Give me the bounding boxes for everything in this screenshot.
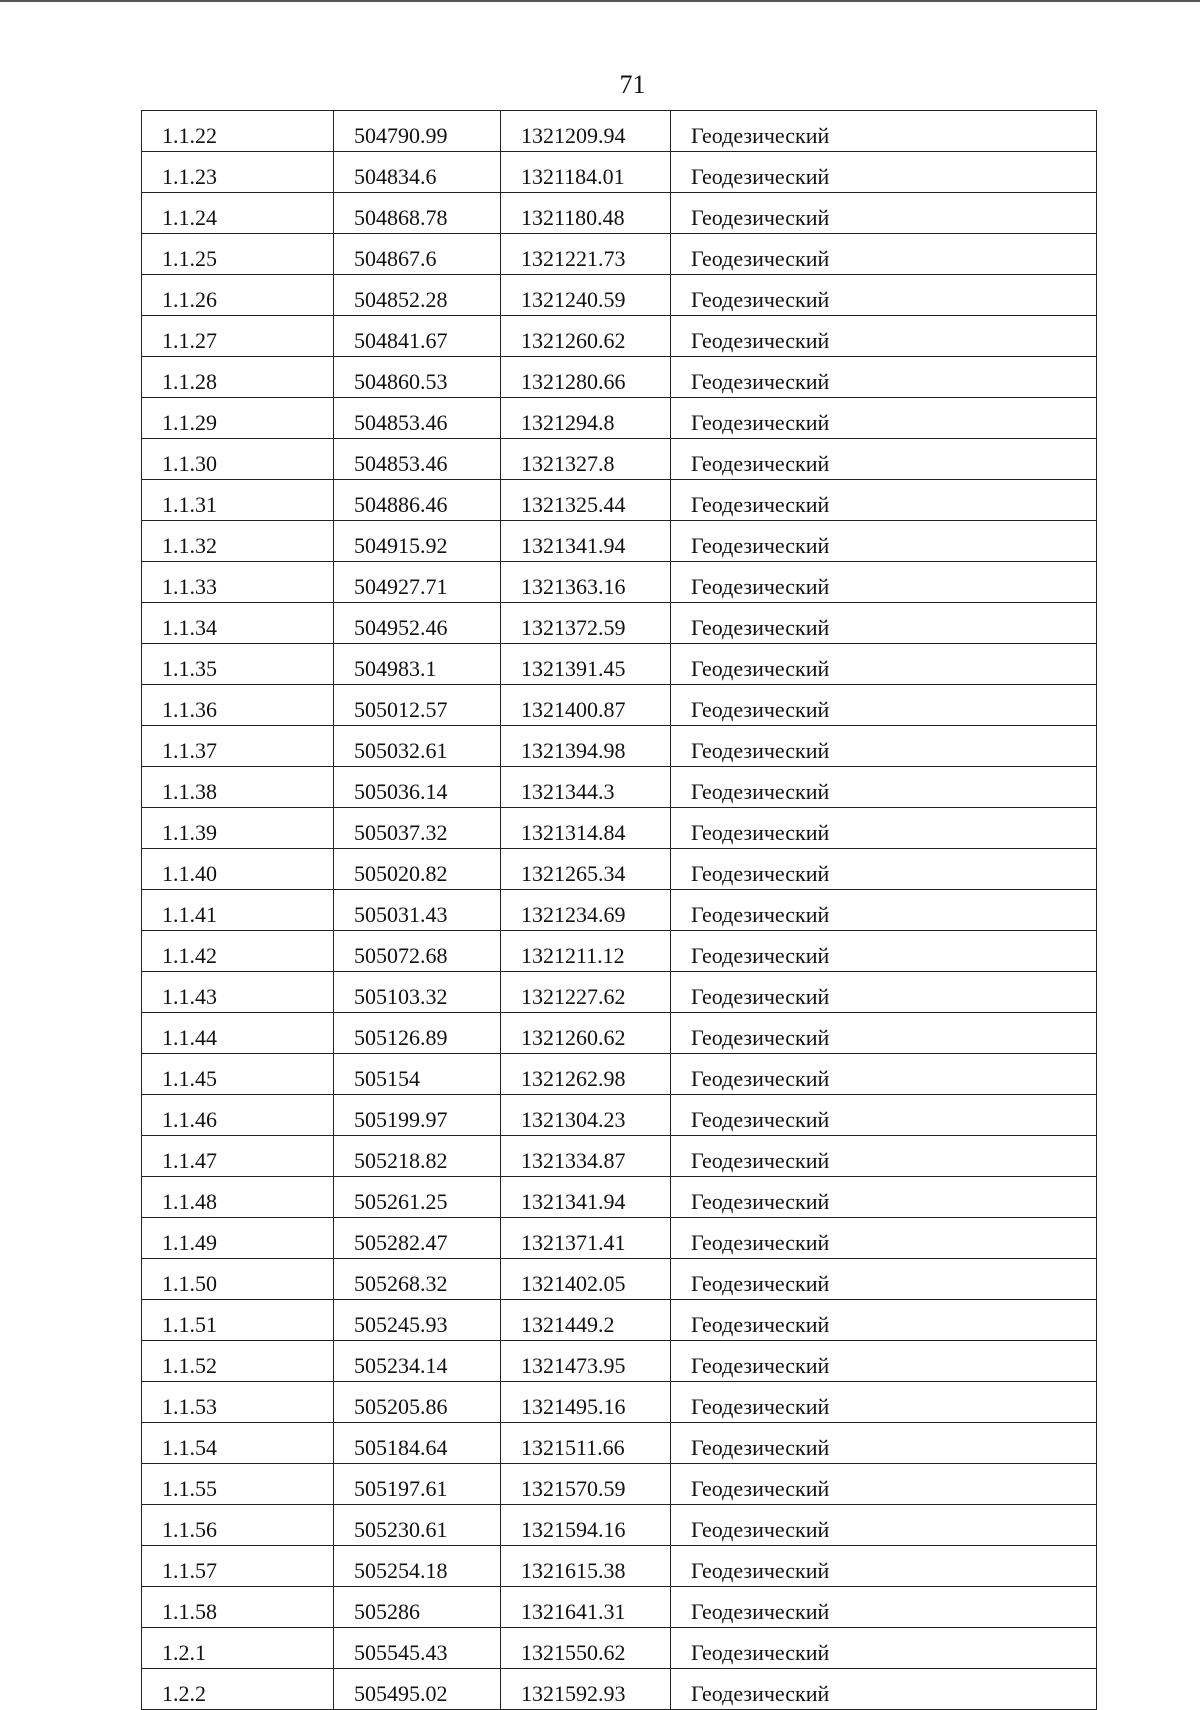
scan-edge-line: [0, 0, 1200, 2]
x-coordinate-cell: 505184.64: [334, 1423, 501, 1464]
x-coordinate-cell: 505012.57: [334, 685, 501, 726]
y-coordinate-cell: 1321391.45: [501, 644, 671, 685]
method-cell: Геодезический: [671, 1177, 1097, 1218]
method-cell: Геодезический: [671, 1423, 1097, 1464]
method-cell: Геодезический: [671, 562, 1097, 603]
y-coordinate-cell: 1321570.59: [501, 1464, 671, 1505]
x-coordinate-cell: 505286: [334, 1587, 501, 1628]
method-cell: Геодезический: [671, 972, 1097, 1013]
point-number-cell: 1.1.36: [142, 685, 334, 726]
point-number-cell: 1.1.23: [142, 152, 334, 193]
x-coordinate-cell: 505037.32: [334, 808, 501, 849]
y-coordinate-cell: 1321473.95: [501, 1341, 671, 1382]
point-number-cell: 1.1.56: [142, 1505, 334, 1546]
y-coordinate-cell: 1321260.62: [501, 316, 671, 357]
x-coordinate-cell: 504927.71: [334, 562, 501, 603]
table-row: [142, 808, 1097, 849]
method-cell: Геодезический: [671, 1218, 1097, 1259]
x-coordinate-cell: 505032.61: [334, 726, 501, 767]
method-cell: Геодезический: [671, 1505, 1097, 1546]
point-number-cell: 1.1.31: [142, 480, 334, 521]
y-coordinate-cell: 1321511.66: [501, 1423, 671, 1464]
y-coordinate-cell: 1321594.16: [501, 1505, 671, 1546]
y-coordinate-cell: 1321550.62: [501, 1628, 671, 1669]
x-coordinate-cell: 505205.86: [334, 1382, 501, 1423]
table-row: [142, 1259, 1097, 1300]
method-cell: Геодезический: [671, 1054, 1097, 1095]
y-coordinate-cell: 1321304.23: [501, 1095, 671, 1136]
table-row: [142, 521, 1097, 562]
table-row: [142, 439, 1097, 480]
point-number-cell: 1.1.46: [142, 1095, 334, 1136]
point-number-cell: 1.1.49: [142, 1218, 334, 1259]
table-row: [142, 1382, 1097, 1423]
y-coordinate-cell: 1321227.62: [501, 972, 671, 1013]
point-number-cell: 1.1.50: [142, 1259, 334, 1300]
x-coordinate-cell: 505282.47: [334, 1218, 501, 1259]
method-cell: Геодезический: [671, 152, 1097, 193]
method-cell: Геодезический: [671, 111, 1097, 152]
method-cell: Геодезический: [671, 1546, 1097, 1587]
y-coordinate-cell: 1321400.87: [501, 685, 671, 726]
method-cell: Геодезический: [671, 931, 1097, 972]
x-coordinate-cell: 505268.32: [334, 1259, 501, 1300]
method-cell: Геодезический: [671, 398, 1097, 439]
y-coordinate-cell: 1321592.93: [501, 1669, 671, 1710]
point-number-cell: 1.1.45: [142, 1054, 334, 1095]
y-coordinate-cell: 1321495.16: [501, 1382, 671, 1423]
method-cell: Геодезический: [671, 357, 1097, 398]
point-number-cell: 1.1.35: [142, 644, 334, 685]
table-row: [142, 1587, 1097, 1628]
y-coordinate-cell: 1321341.94: [501, 521, 671, 562]
point-number-cell: 1.1.55: [142, 1464, 334, 1505]
y-coordinate-cell: 1321209.94: [501, 111, 671, 152]
table-row: [142, 972, 1097, 1013]
x-coordinate-cell: 504983.1: [334, 644, 501, 685]
x-coordinate-cell: 505230.61: [334, 1505, 501, 1546]
x-coordinate-cell: 505103.32: [334, 972, 501, 1013]
x-coordinate-cell: 504867.6: [334, 234, 501, 275]
y-coordinate-cell: 1321294.8: [501, 398, 671, 439]
y-coordinate-cell: 1321314.84: [501, 808, 671, 849]
point-number-cell: 1.1.57: [142, 1546, 334, 1587]
method-cell: Геодезический: [671, 1259, 1097, 1300]
table-row: [142, 1300, 1097, 1341]
x-coordinate-cell: 505031.43: [334, 890, 501, 931]
point-number-cell: 1.1.51: [142, 1300, 334, 1341]
y-coordinate-cell: 1321394.98: [501, 726, 671, 767]
x-coordinate-cell: 505036.14: [334, 767, 501, 808]
x-coordinate-cell: 504886.46: [334, 480, 501, 521]
point-number-cell: 1.1.26: [142, 275, 334, 316]
table-row: [142, 1054, 1097, 1095]
point-number-cell: 1.2.1: [142, 1628, 334, 1669]
method-cell: Геодезический: [671, 1136, 1097, 1177]
x-coordinate-cell: 505197.61: [334, 1464, 501, 1505]
table-row: [142, 1136, 1097, 1177]
x-coordinate-cell: 505072.68: [334, 931, 501, 972]
point-number-cell: 1.1.40: [142, 849, 334, 890]
point-number-cell: 1.1.54: [142, 1423, 334, 1464]
table-row: [142, 357, 1097, 398]
table-row: [142, 931, 1097, 972]
point-number-cell: 1.1.30: [142, 439, 334, 480]
y-coordinate-cell: 1321341.94: [501, 1177, 671, 1218]
table-row: [142, 480, 1097, 521]
x-coordinate-cell: 504868.78: [334, 193, 501, 234]
y-coordinate-cell: 1321221.73: [501, 234, 671, 275]
method-cell: Геодезический: [671, 890, 1097, 931]
table-row: [142, 1505, 1097, 1546]
y-coordinate-cell: 1321344.3: [501, 767, 671, 808]
point-number-cell: 1.1.43: [142, 972, 334, 1013]
table-row: [142, 1218, 1097, 1259]
y-coordinate-cell: 1321325.44: [501, 480, 671, 521]
x-coordinate-cell: 504915.92: [334, 521, 501, 562]
method-cell: Геодезический: [671, 1669, 1097, 1710]
table-row: [142, 1095, 1097, 1136]
method-cell: Геодезический: [671, 193, 1097, 234]
point-number-cell: 1.1.37: [142, 726, 334, 767]
point-number-cell: 1.1.32: [142, 521, 334, 562]
point-number-cell: 1.1.47: [142, 1136, 334, 1177]
x-coordinate-cell: 505020.82: [334, 849, 501, 890]
x-coordinate-cell: 505261.25: [334, 1177, 501, 1218]
method-cell: Геодезический: [671, 1628, 1097, 1669]
table-row: [142, 644, 1097, 685]
y-coordinate-cell: 1321371.41: [501, 1218, 671, 1259]
method-cell: Геодезический: [671, 849, 1097, 890]
y-coordinate-cell: 1321211.12: [501, 931, 671, 972]
method-cell: Геодезический: [671, 275, 1097, 316]
x-coordinate-cell: 504952.46: [334, 603, 501, 644]
x-coordinate-cell: 505154: [334, 1054, 501, 1095]
table-row: [142, 562, 1097, 603]
x-coordinate-cell: 504790.99: [334, 111, 501, 152]
table-row: [142, 849, 1097, 890]
table-row: [142, 1464, 1097, 1505]
x-coordinate-cell: 505218.82: [334, 1136, 501, 1177]
method-cell: Геодезический: [671, 480, 1097, 521]
point-number-cell: 1.1.33: [142, 562, 334, 603]
table-row: [142, 1669, 1097, 1710]
y-coordinate-cell: 1321363.16: [501, 562, 671, 603]
y-coordinate-cell: 1321327.8: [501, 439, 671, 480]
point-number-cell: 1.1.41: [142, 890, 334, 931]
table-row: [142, 316, 1097, 357]
method-cell: Геодезический: [671, 1341, 1097, 1382]
page-number: 71: [619, 70, 646, 99]
table-row: [142, 1177, 1097, 1218]
table-row: [142, 234, 1097, 275]
coordinates-table: [141, 110, 1097, 1710]
method-cell: Геодезический: [671, 644, 1097, 685]
y-coordinate-cell: 1321615.38: [501, 1546, 671, 1587]
method-cell: Геодезический: [671, 1013, 1097, 1054]
table-row: [142, 152, 1097, 193]
table-row: [142, 1628, 1097, 1669]
y-coordinate-cell: 1321260.62: [501, 1013, 671, 1054]
point-number-cell: 1.1.58: [142, 1587, 334, 1628]
table-row: [142, 890, 1097, 931]
point-number-cell: 1.1.44: [142, 1013, 334, 1054]
x-coordinate-cell: 505234.14: [334, 1341, 501, 1382]
table-row: [142, 1341, 1097, 1382]
y-coordinate-cell: 1321184.01: [501, 152, 671, 193]
point-number-cell: 1.1.53: [142, 1382, 334, 1423]
table-row: [142, 603, 1097, 644]
method-cell: Геодезический: [671, 808, 1097, 849]
method-cell: Геодезический: [671, 726, 1097, 767]
method-cell: Геодезический: [671, 316, 1097, 357]
point-number-cell: 1.1.28: [142, 357, 334, 398]
table-row: [142, 767, 1097, 808]
x-coordinate-cell: 504860.53: [334, 357, 501, 398]
y-coordinate-cell: 1321402.05: [501, 1259, 671, 1300]
table-row: [142, 275, 1097, 316]
point-number-cell: 1.1.29: [142, 398, 334, 439]
method-cell: Геодезический: [671, 521, 1097, 562]
method-cell: Геодезический: [671, 603, 1097, 644]
point-number-cell: 1.1.38: [142, 767, 334, 808]
y-coordinate-cell: 1321449.2: [501, 1300, 671, 1341]
point-number-cell: 1.1.24: [142, 193, 334, 234]
y-coordinate-cell: 1321265.34: [501, 849, 671, 890]
x-coordinate-cell: 504853.46: [334, 439, 501, 480]
table-row: [142, 193, 1097, 234]
x-coordinate-cell: 504852.28: [334, 275, 501, 316]
method-cell: Геодезический: [671, 767, 1097, 808]
x-coordinate-cell: 505254.18: [334, 1546, 501, 1587]
x-coordinate-cell: 505495.02: [334, 1669, 501, 1710]
point-number-cell: 1.1.52: [142, 1341, 334, 1382]
point-number-cell: 1.1.22: [142, 111, 334, 152]
point-number-cell: 1.1.48: [142, 1177, 334, 1218]
y-coordinate-cell: 1321334.87: [501, 1136, 671, 1177]
x-coordinate-cell: 504853.46: [334, 398, 501, 439]
method-cell: Геодезический: [671, 1300, 1097, 1341]
y-coordinate-cell: 1321280.66: [501, 357, 671, 398]
table-row: [142, 1546, 1097, 1587]
table-row: [142, 1423, 1097, 1464]
coordinates-table-body: [142, 111, 1097, 1710]
method-cell: Геодезический: [671, 439, 1097, 480]
x-coordinate-cell: 504834.6: [334, 152, 501, 193]
method-cell: Геодезический: [671, 1095, 1097, 1136]
y-coordinate-cell: 1321180.48: [501, 193, 671, 234]
method-cell: Геодезический: [671, 1464, 1097, 1505]
x-coordinate-cell: 505126.89: [334, 1013, 501, 1054]
method-cell: Геодезический: [671, 234, 1097, 275]
x-coordinate-cell: 505199.97: [334, 1095, 501, 1136]
point-number-cell: 1.1.39: [142, 808, 334, 849]
y-coordinate-cell: 1321372.59: [501, 603, 671, 644]
table-row: [142, 398, 1097, 439]
point-number-cell: 1.2.2: [142, 1669, 334, 1710]
x-coordinate-cell: 504841.67: [334, 316, 501, 357]
y-coordinate-cell: 1321641.31: [501, 1587, 671, 1628]
point-number-cell: 1.1.34: [142, 603, 334, 644]
y-coordinate-cell: 1321234.69: [501, 890, 671, 931]
table-row: [142, 726, 1097, 767]
table-row: [142, 685, 1097, 726]
table-row: [142, 1013, 1097, 1054]
y-coordinate-cell: 1321262.98: [501, 1054, 671, 1095]
point-number-cell: 1.1.42: [142, 931, 334, 972]
table-row: [142, 111, 1097, 152]
x-coordinate-cell: 505545.43: [334, 1628, 501, 1669]
y-coordinate-cell: 1321240.59: [501, 275, 671, 316]
method-cell: Геодезический: [671, 1587, 1097, 1628]
method-cell: Геодезический: [671, 1382, 1097, 1423]
x-coordinate-cell: 505245.93: [334, 1300, 501, 1341]
point-number-cell: 1.1.27: [142, 316, 334, 357]
method-cell: Геодезический: [671, 685, 1097, 726]
point-number-cell: 1.1.25: [142, 234, 334, 275]
